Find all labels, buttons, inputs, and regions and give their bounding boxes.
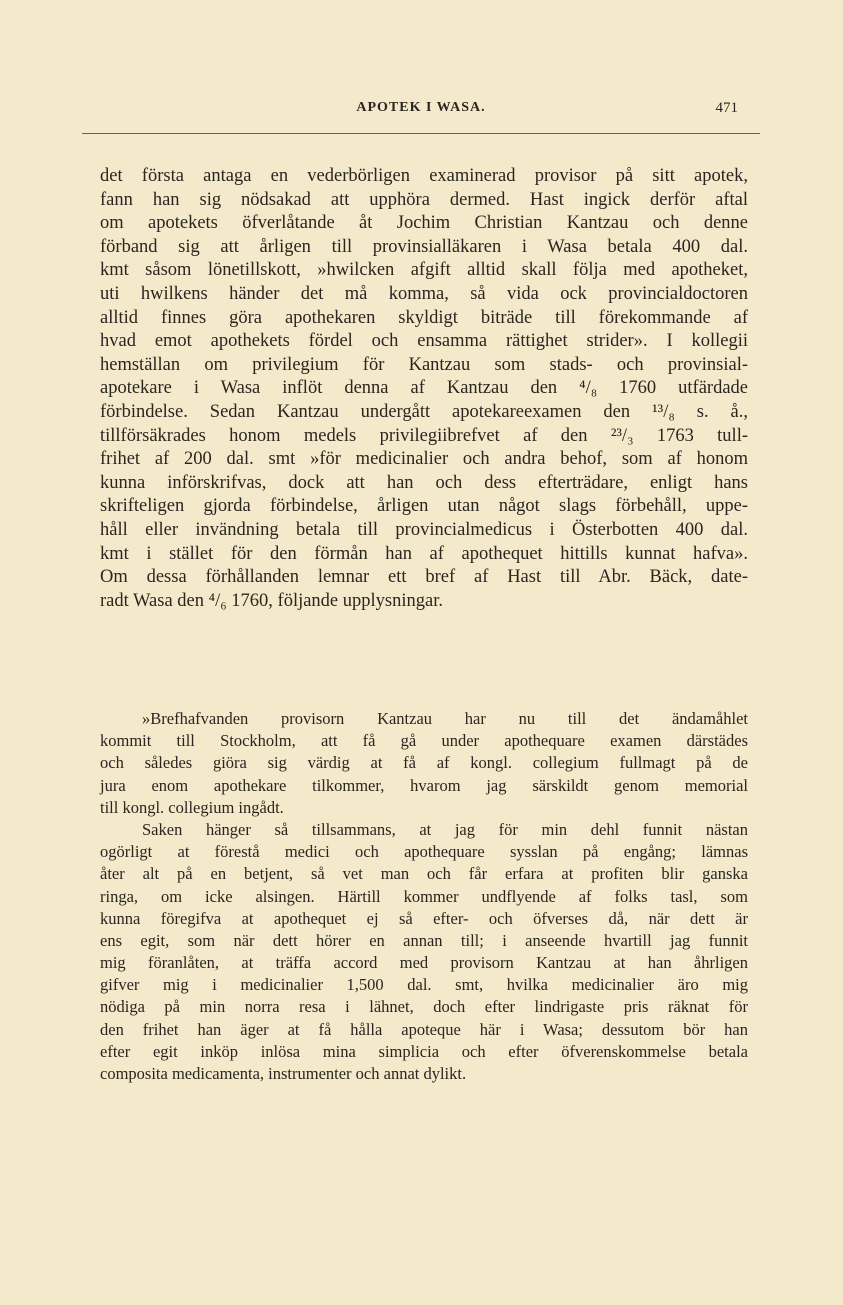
text-line: alltid finnes göra apothekaren skyldigt biträde till förekommande af (100, 307, 748, 328)
text-line: den frihet han äger at få hålla apoteque här i Wasa; dessutom bör han (100, 1019, 748, 1039)
text-line: apotekare i Wasa inflöt denna af Kantzau den ⁴/₈ 1760 utfärdade (100, 378, 748, 399)
text-line: ens egit, som när dett hörer en annan till; i anseende hvartill jag funnit (100, 930, 748, 950)
text-line: ogörligt at förestå medici och apothequare sysslan på engång; lämnas (100, 842, 748, 862)
header-rule (82, 133, 760, 134)
text-line: jura enom apothekare tilkommer, hvarom jag särskildt genom memorial (100, 775, 748, 795)
text-line: Om dessa förhållanden lemnar ett bref af Hast till Abr. Bäck, date- (100, 567, 748, 588)
page-header (82, 100, 760, 120)
text-line: kommit till Stockholm, att få gå under apothequare examen därstädes (100, 731, 748, 751)
text-line: gifver mig i medicinalier 1,500 dal. smt, hvilka medicinalier äro mig (100, 975, 748, 995)
text-line: till kongl. collegium ingådt. (100, 797, 284, 817)
text-line: fann han sig nödsakad att upphöra dermed. Hast ingick derför aftal (100, 189, 748, 210)
text-line: composita medicamenta, instrumenter och annat dylikt. (100, 1064, 467, 1083)
text-line: kunna införskrifvas, dock att han och dess efterträdare, enligt hans (100, 472, 748, 493)
text-line: det första antaga en vederbörligen examinerad provisor på sitt apotek, (100, 166, 748, 186)
text-line: och således giöra sig värdig at få af kongl. collegium fullmagt på de (100, 753, 748, 773)
text-line: förbindelse. Sedan Kantzau undergått apotekareexamen den ¹³/₈ s. å., (100, 401, 748, 422)
text-line: håll eller invändning betala till provincialmedicus i Österbotten 400 dal. (100, 519, 748, 540)
paragraph-main (100, 165, 748, 613)
text-line: uti hwilkens händer det må komma, så vida ock provincialdoctoren (100, 283, 748, 304)
text-line: hvad emot apothekets fördel och ensamma rättighet strider». I kollegii (100, 331, 748, 352)
text-line: nödiga på min norra resa i lähnet, doch efter lindrigaste pris räknat för (100, 997, 748, 1017)
text-line: »Brefhafvanden provisorn Kantzau har nu till det ändamåhlet (142, 709, 748, 728)
quoted-letter (100, 708, 748, 1085)
text-line: efter egit inköp inlösa mina simplicia och efter öfverenskommelse betala (100, 1041, 748, 1061)
quote-paragraph-1 (100, 708, 748, 819)
text-line: förband sig att årligen till provinsialläkaren i Wasa betala 400 dal. (100, 236, 748, 257)
text-line: kmt såsom lönetillskott, »hwilcken afgift alltid skall följa med apotheket, (100, 260, 748, 281)
text-line: kunna föregifva at apothequet ej så efter- och öfverses då, när dett är (100, 908, 748, 928)
text-line: mig föranlåten, at träffa accord med provisorn Kantzau at han åhrligen (100, 953, 748, 973)
running-title: APOTEK I WASA. (356, 100, 486, 115)
quote-paragraph-2 (100, 819, 748, 1085)
text-line: Saken hänger så tillsammans, at jag för min dehl funnit nästan (142, 819, 748, 839)
text-line: om apotekets öfverlåtande åt Jochim Christian Kantzau och denne (100, 213, 748, 234)
page-number: 471 (715, 100, 738, 116)
text-line: skrifteligen gjorda förbindelse, årligen utan något slags förbehåll, uppe- (100, 496, 748, 517)
text-line: åter alt på en betjent, så vet man och får erfara at profiten blir ganska (100, 864, 748, 884)
text-line: radt Wasa den ⁴/₆ 1760, följande upplysningar. (100, 590, 443, 611)
text-line: kmt i stället för den förmån han af apothequet hittills kunnat hafva». (100, 543, 748, 564)
text-line: ringa, om icke alsingen. Härtill kommer undflyende af folks tasl, som (100, 886, 748, 906)
text-line: hemställan om privilegium för Kantzau som stads- och provinsial- (100, 354, 748, 375)
text-line: tillförsäkrades honom medels privilegiibrefvet af den ²³/₃ 1763 tull- (100, 425, 748, 446)
text-line: frihet af 200 dal. smt »för medicinalier och andra behof, som af honom (100, 449, 748, 470)
